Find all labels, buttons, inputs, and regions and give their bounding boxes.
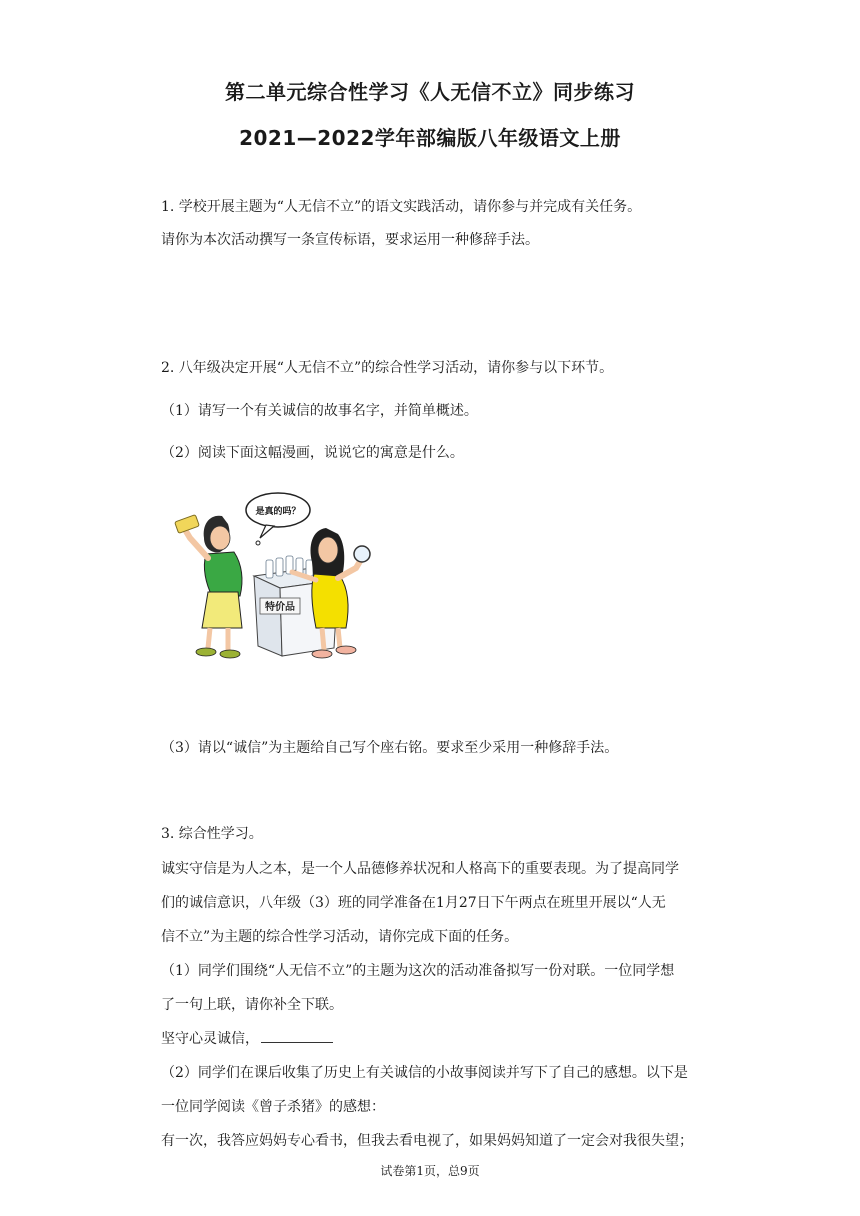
q2-sub2: （2）阅读下面这幅漫画，说说它的寓意是什么。 — [161, 445, 464, 461]
q2-stem: 2. 八年级决定开展“人无信不立”的综合性学习活动，请你参与以下环节。 — [161, 360, 614, 376]
title-line-2: 2021—2022学年部编版八年级语文上册 — [239, 126, 621, 150]
q3-intro-line-1: 诚实守信是为人之本，是一个人品德修养状况和人格高下的重要表现。为了提高同学 — [161, 861, 679, 877]
q3-sub1-line-1: （1）同学们围绕“人无信不立”的主题为这次的活动准备拟写一份对联。一位同学想 — [161, 963, 675, 979]
q3-couplet-text: 坚守心灵诚信， — [161, 1031, 259, 1047]
left-woman-figure — [175, 515, 242, 658]
q1-task: 请你为本次活动撰写一条宣传标语，要求运用一种修辞手法。 — [161, 232, 539, 248]
speech-bubble — [246, 493, 310, 545]
q3-intro-line-2: 们的诚信意识，八年级（3）班的同学准备在1月27日下午两点在班里开展以“人无 — [161, 895, 666, 911]
q3-intro-line-3: 信不立”为主题的综合性学习活动，请你完成下面的任务。 — [161, 929, 519, 945]
q3-stem: 3. 综合性学习。 — [161, 826, 263, 842]
q3-sub1-line-2: 了一句上联，请你补全下联。 — [161, 997, 343, 1013]
title-line-1: 第二单元综合性学习《人无信不立》同步练习 — [225, 80, 635, 104]
q3-couplet-line — [161, 1029, 333, 1049]
comic-bubble-text: 是真的吗？ — [255, 507, 301, 517]
comic-box-label: 特价品 — [265, 602, 295, 613]
answer-blank[interactable] — [261, 1030, 333, 1043]
q3-sub2-line-2: 一位同学阅读《曾子杀猪》的感想： — [161, 1099, 385, 1115]
page-footer: 试卷第1页，总9页 — [380, 1164, 480, 1178]
q2-sub1: （1）请写一个有关诚信的故事名字，并简单概述。 — [161, 403, 478, 419]
q3-sub2-line-1: （2）同学们在课后收集了历史上有关诚信的小故事阅读并写下了自己的感想。以下是 — [161, 1065, 688, 1081]
q2-sub3: （3）请以“诚信”为主题给自己写个座右铭。要求至少采用一种修辞手法。 — [161, 740, 619, 756]
comic-illustration — [162, 488, 394, 664]
q1-stem: 1. 学校开展主题为“人无信不立”的语文实践活动，请你参与并完成有关任务。 — [161, 199, 642, 215]
q3-sub2-line-3: 有一次，我答应妈妈专心看书，但我去看电视了，如果妈妈知道了一定会对我很失望； — [161, 1133, 693, 1149]
